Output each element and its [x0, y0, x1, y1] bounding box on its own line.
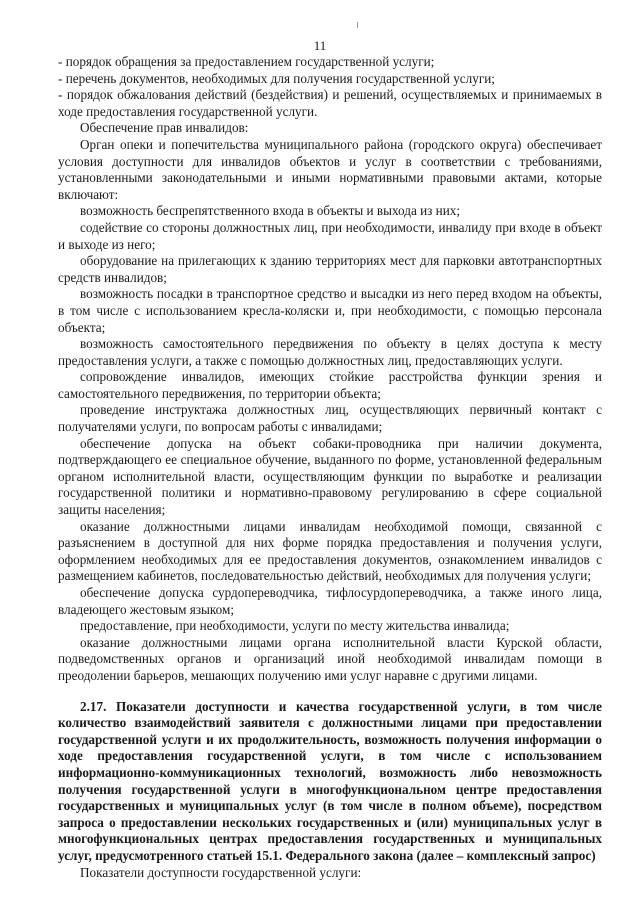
paragraph: оборудование на прилегающих к зданию территориях мест для парковки автотранспортных средств инвалидов; [58, 253, 602, 285]
paragraph: Орган опеки и попечительства муниципального района (городского округа) обеспечивает условия доступности для инвалидов объектов и услуг в соответствии с требованиями, установленными законодательными и иными нормативными правовыми актами, которые включают: [58, 136, 602, 202]
paragraph: обеспечение допуска на объект собаки-проводника при наличии документа, подтверждающего ее специальное обучение, выданного по форме, установленной федеральным органом исполнительной власти, осуществляющим функции по выработке и реализации государственной политики и нормативно-правовому регулированию в сфере социальной защиты населения; [58, 435, 602, 518]
document-body [58, 38, 602, 881]
paragraph: оказание должностными лицами органа исполнительной власти Курской области, подведомственных органов и организаций иной необходимой инвалидам помощи в преодолении барьеров, мешающих получению ими услуг наравне с другими лицами. [58, 634, 602, 683]
paragraph: - перечень документов, необходимых для получения государственной услуги; [58, 70, 495, 86]
paragraph: возможность беспрепятственного входа в объекты и выхода из них; [80, 203, 461, 219]
section-heading: 2.17. Показатели доступности и качества государственной услуги, в том числе количество взаимодействий заявителя с должностными лицами при предоставлении государственной услуги и их продолжительность, возможность получения информации о ходе предоставления государственной услуги, в том числе с использованием информационно-коммуникационных технологий, возможность либо невозможность получения государственной услуги в многофункциональном центре предоставления государственных и муниципальных услуг (в том числе в полном объеме), посредством запроса о предоставлении нескольких государственных и (или) муниципальных услуг в многофункциональных центрах предоставления государственных и муниципальных услуг, предусмотренного статьей 15.1. Федерального закона (далее – комплексный запрос) [58, 698, 602, 863]
paragraph: содействие со стороны должностных лиц, при необходимости, инвалиду при входе в объект и выходе из него; [58, 219, 602, 252]
paragraph: Обеспечение прав инвалидов: [80, 120, 249, 136]
paragraph: Показатели доступности государственной услуги: [80, 864, 362, 880]
paragraph: сопровождение инвалидов, имеющих стойкие расстройства функции зрения и самостоятельного передвижения, по территории объекта; [58, 369, 602, 401]
paragraph: возможность посадки в транспортное средство и высадки из него перед входом на объекты, в том числе с использованием кресла-коляски и, при необходимости, с помощью персонала объекта; [58, 286, 602, 335]
paragraph: - порядок обжалования действий (бездействия) и решений, осуществляемых и принимаемых в ходе предоставления государственной услуги. [58, 87, 602, 119]
paragraph: предоставление, при необходимости, услуги по месту жительства инвалида; [80, 618, 510, 634]
paragraph: оказание должностными лицами инвалидам необходимой помощи, связанной с разъяснением в доступной для них форме порядка предоставления и получения услуги, оформлением необходимых для ее предоставления документов, ознакомлением инвалидов с размещением кабинетов, последовательностью действий, необходимых для получения услуги; [58, 518, 602, 584]
paragraph: - порядок обращения за предоставлением государственной услуги; [58, 54, 435, 69]
paragraph: обеспечение допуска сурдопереводчика, тифлосурдопереводчика, а также иного лица, владеющего жестовым языком; [58, 585, 602, 617]
scan-mark [357, 22, 358, 28]
page-number: 11 [313, 38, 327, 53]
paragraph: возможность самостоятельного передвижения по объекту в целях доступа к месту предоставления услуги, а также с помощью должностных лиц, предоставляющих услуги. [58, 336, 602, 368]
paragraph: проведение инструктажа должностных лиц, осуществляющих первичный контакт с получателями услуги, по вопросам работы с инвалидами; [58, 402, 602, 435]
